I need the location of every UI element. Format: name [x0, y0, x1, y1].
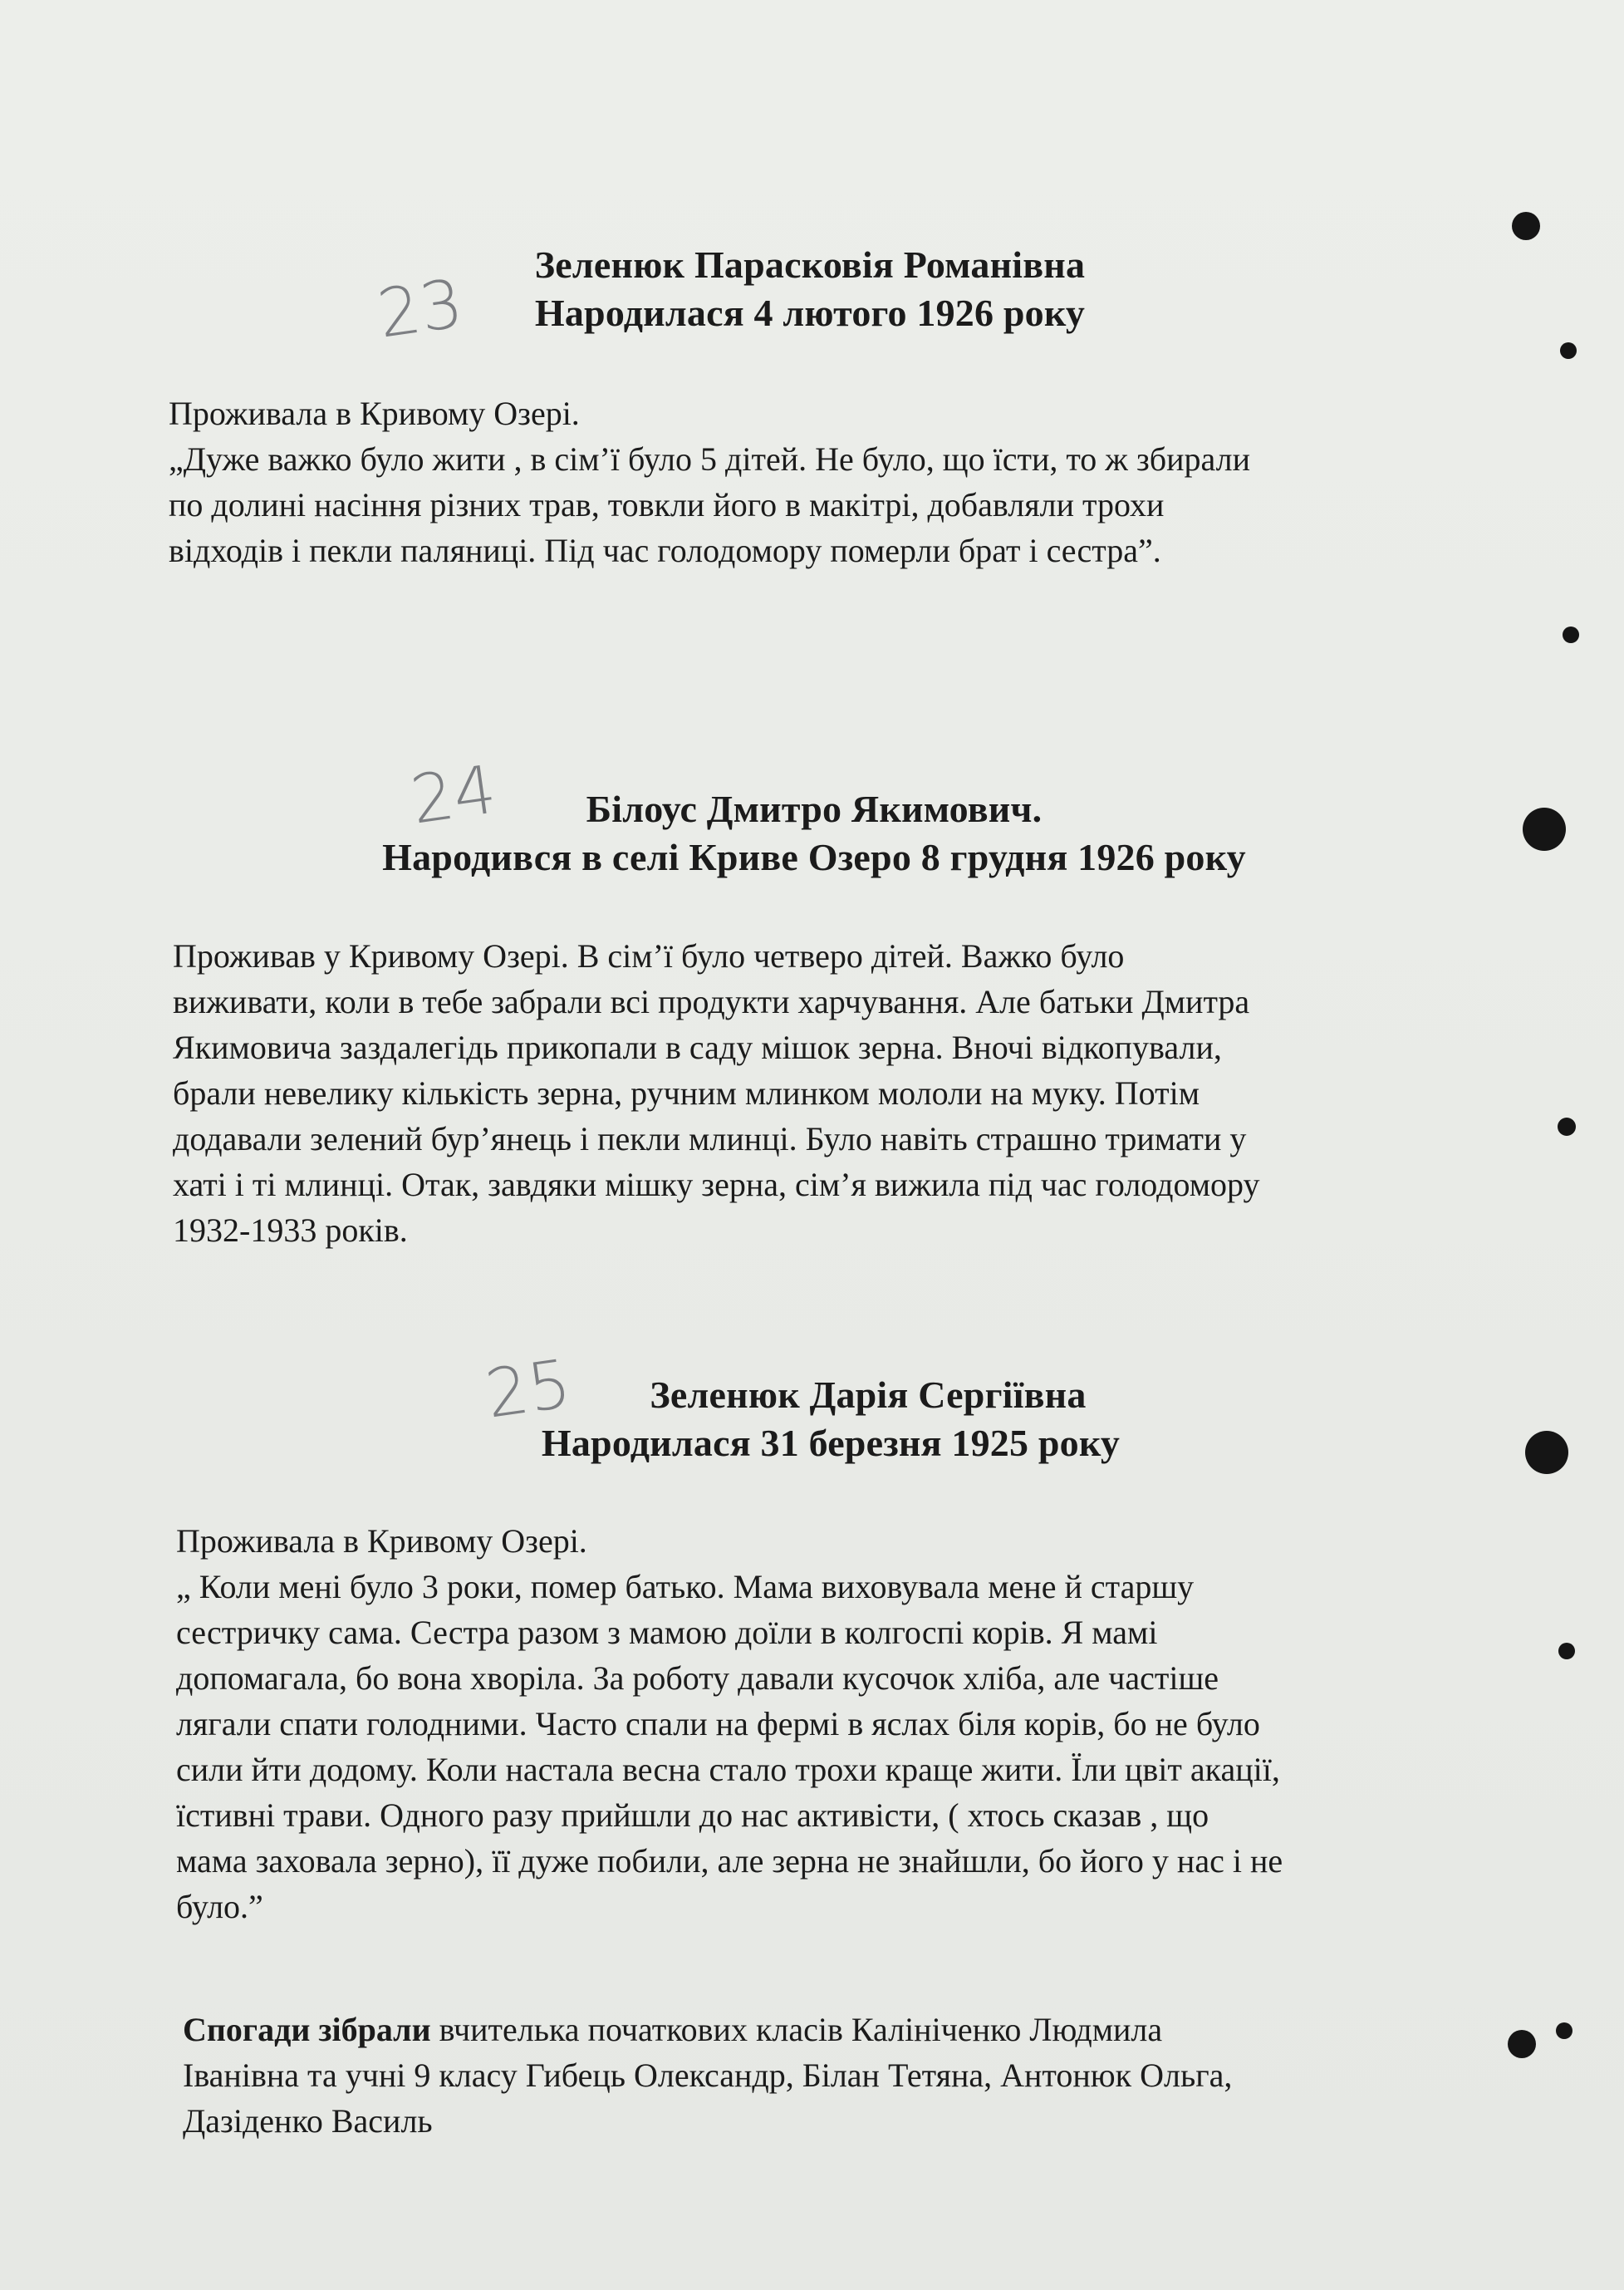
entry-name-2: Білоус Дмитро Якимович.	[586, 788, 1043, 830]
text-line: було.”	[176, 1888, 263, 1925]
punch-hole	[1556, 2022, 1572, 2039]
entry-birth-1: Народилася 4 лютого 1926 року	[534, 291, 1086, 334]
punch-hole	[1525, 1431, 1568, 1474]
text-line: „Дуже важко було жити , в сім’ї було 5 дітей. Не було, що їсти, то ж збирали	[169, 440, 1250, 478]
text-line: додавали зелений бур’янець і пекли млинці. Було навіть страшно тримати у	[173, 1120, 1247, 1157]
text-line: їстивні трави. Одного разу прийшли до нас активісти, ( хтось сказав , що	[176, 1796, 1209, 1834]
handwritten-number-23: 23	[373, 264, 468, 353]
credits-line-3: Дазіденко Василь	[183, 2102, 433, 2140]
entry-heading-3	[415, 1371, 1246, 1467]
entry-text-1	[169, 391, 1250, 573]
text-line: „ Коли мені було 3 роки, помер батько. Мама виховувала мене й старшу	[176, 1568, 1195, 1605]
text-line: виживати, коли в тебе забрали всі продукти харчування. Але батьки Дмитра	[173, 983, 1250, 1020]
text-line: 1932-1933 років.	[173, 1211, 408, 1249]
entry-text-2	[173, 933, 1260, 1253]
punch-hole	[1560, 342, 1577, 359]
entry-heading-1	[349, 241, 1271, 337]
text-line: хаті і ті млинці. Отак, завдяки мішку зерна, сім’я вижила під час голодомору	[173, 1166, 1260, 1203]
punch-hole	[1508, 2030, 1536, 2058]
punch-hole	[1563, 627, 1579, 643]
text-line: Проживала в Кривому Озері.	[176, 1522, 587, 1560]
entry-name-1: Зеленюк Парасковія Романівна	[534, 243, 1086, 286]
credits-block	[183, 2007, 1232, 2144]
handwritten-number-24: 24	[406, 750, 501, 839]
credits-line-1	[183, 2007, 1232, 2052]
punch-hole	[1558, 1118, 1576, 1136]
entry-heading-2	[274, 785, 1354, 881]
entry-birth-3: Народилася 31 березня 1925 року	[541, 1421, 1121, 1464]
credits-bold-lead: Спогади зібрали	[183, 2011, 431, 2048]
text-line: Проживав у Кривому Озері. В сім’ї було четверо дітей. Важко було	[173, 937, 1125, 975]
punch-hole	[1523, 808, 1566, 851]
entry-text-3	[176, 1518, 1283, 1929]
text-line: Проживала в Кривому Озері.	[169, 395, 580, 432]
credits-line-1-rest: вчителька початкових класів Калініченко Людмила	[430, 2011, 1163, 2048]
text-line: допомагала, бо вона хворіла. За роботу давали кусочок хліба, але частіше	[176, 1659, 1219, 1697]
punch-hole	[1512, 212, 1540, 240]
text-line: Якимовича заздалегідь прикопали в саду мішок зерна. Вночі відкопували,	[173, 1029, 1222, 1066]
text-line: мама заховала зерно), її дуже побили, але зерна не знайшли, бо його у нас і не	[176, 1842, 1283, 1880]
entry-birth-2: Народився в селі Криве Озеро 8 грудня 1926 року	[382, 835, 1246, 878]
text-line: по долині насіння різних трав, товкли його в макітрі, добавляли трохи	[169, 486, 1165, 523]
text-line: лягали спати голодними. Часто спали на фермі в яслах біля корів, бо не було	[176, 1705, 1260, 1742]
text-line: сили йти додому. Коли настала весна стало трохи краще жити. Їли цвіт акації,	[176, 1751, 1280, 1788]
text-line: брали невелику кількість зерна, ручним млинком мололи на муку. Потім	[173, 1074, 1200, 1112]
punch-hole	[1558, 1643, 1575, 1659]
credits-line-2: Іванівна та учні 9 класу Гибець Олександр, Білан Тетяна, Антонюк Ольга,	[183, 2057, 1233, 2094]
text-line: сестричку сама. Сестра разом з мамою доїли в колгоспі корів. Я мамі	[176, 1614, 1158, 1651]
handwritten-number-25: 25	[481, 1344, 576, 1433]
entry-name-3: Зеленюк Дарія Сергіївна	[650, 1374, 1087, 1416]
text-line: відходів і пекли паляниці. Під час голодомору померли брат і сестра”.	[169, 532, 1161, 569]
